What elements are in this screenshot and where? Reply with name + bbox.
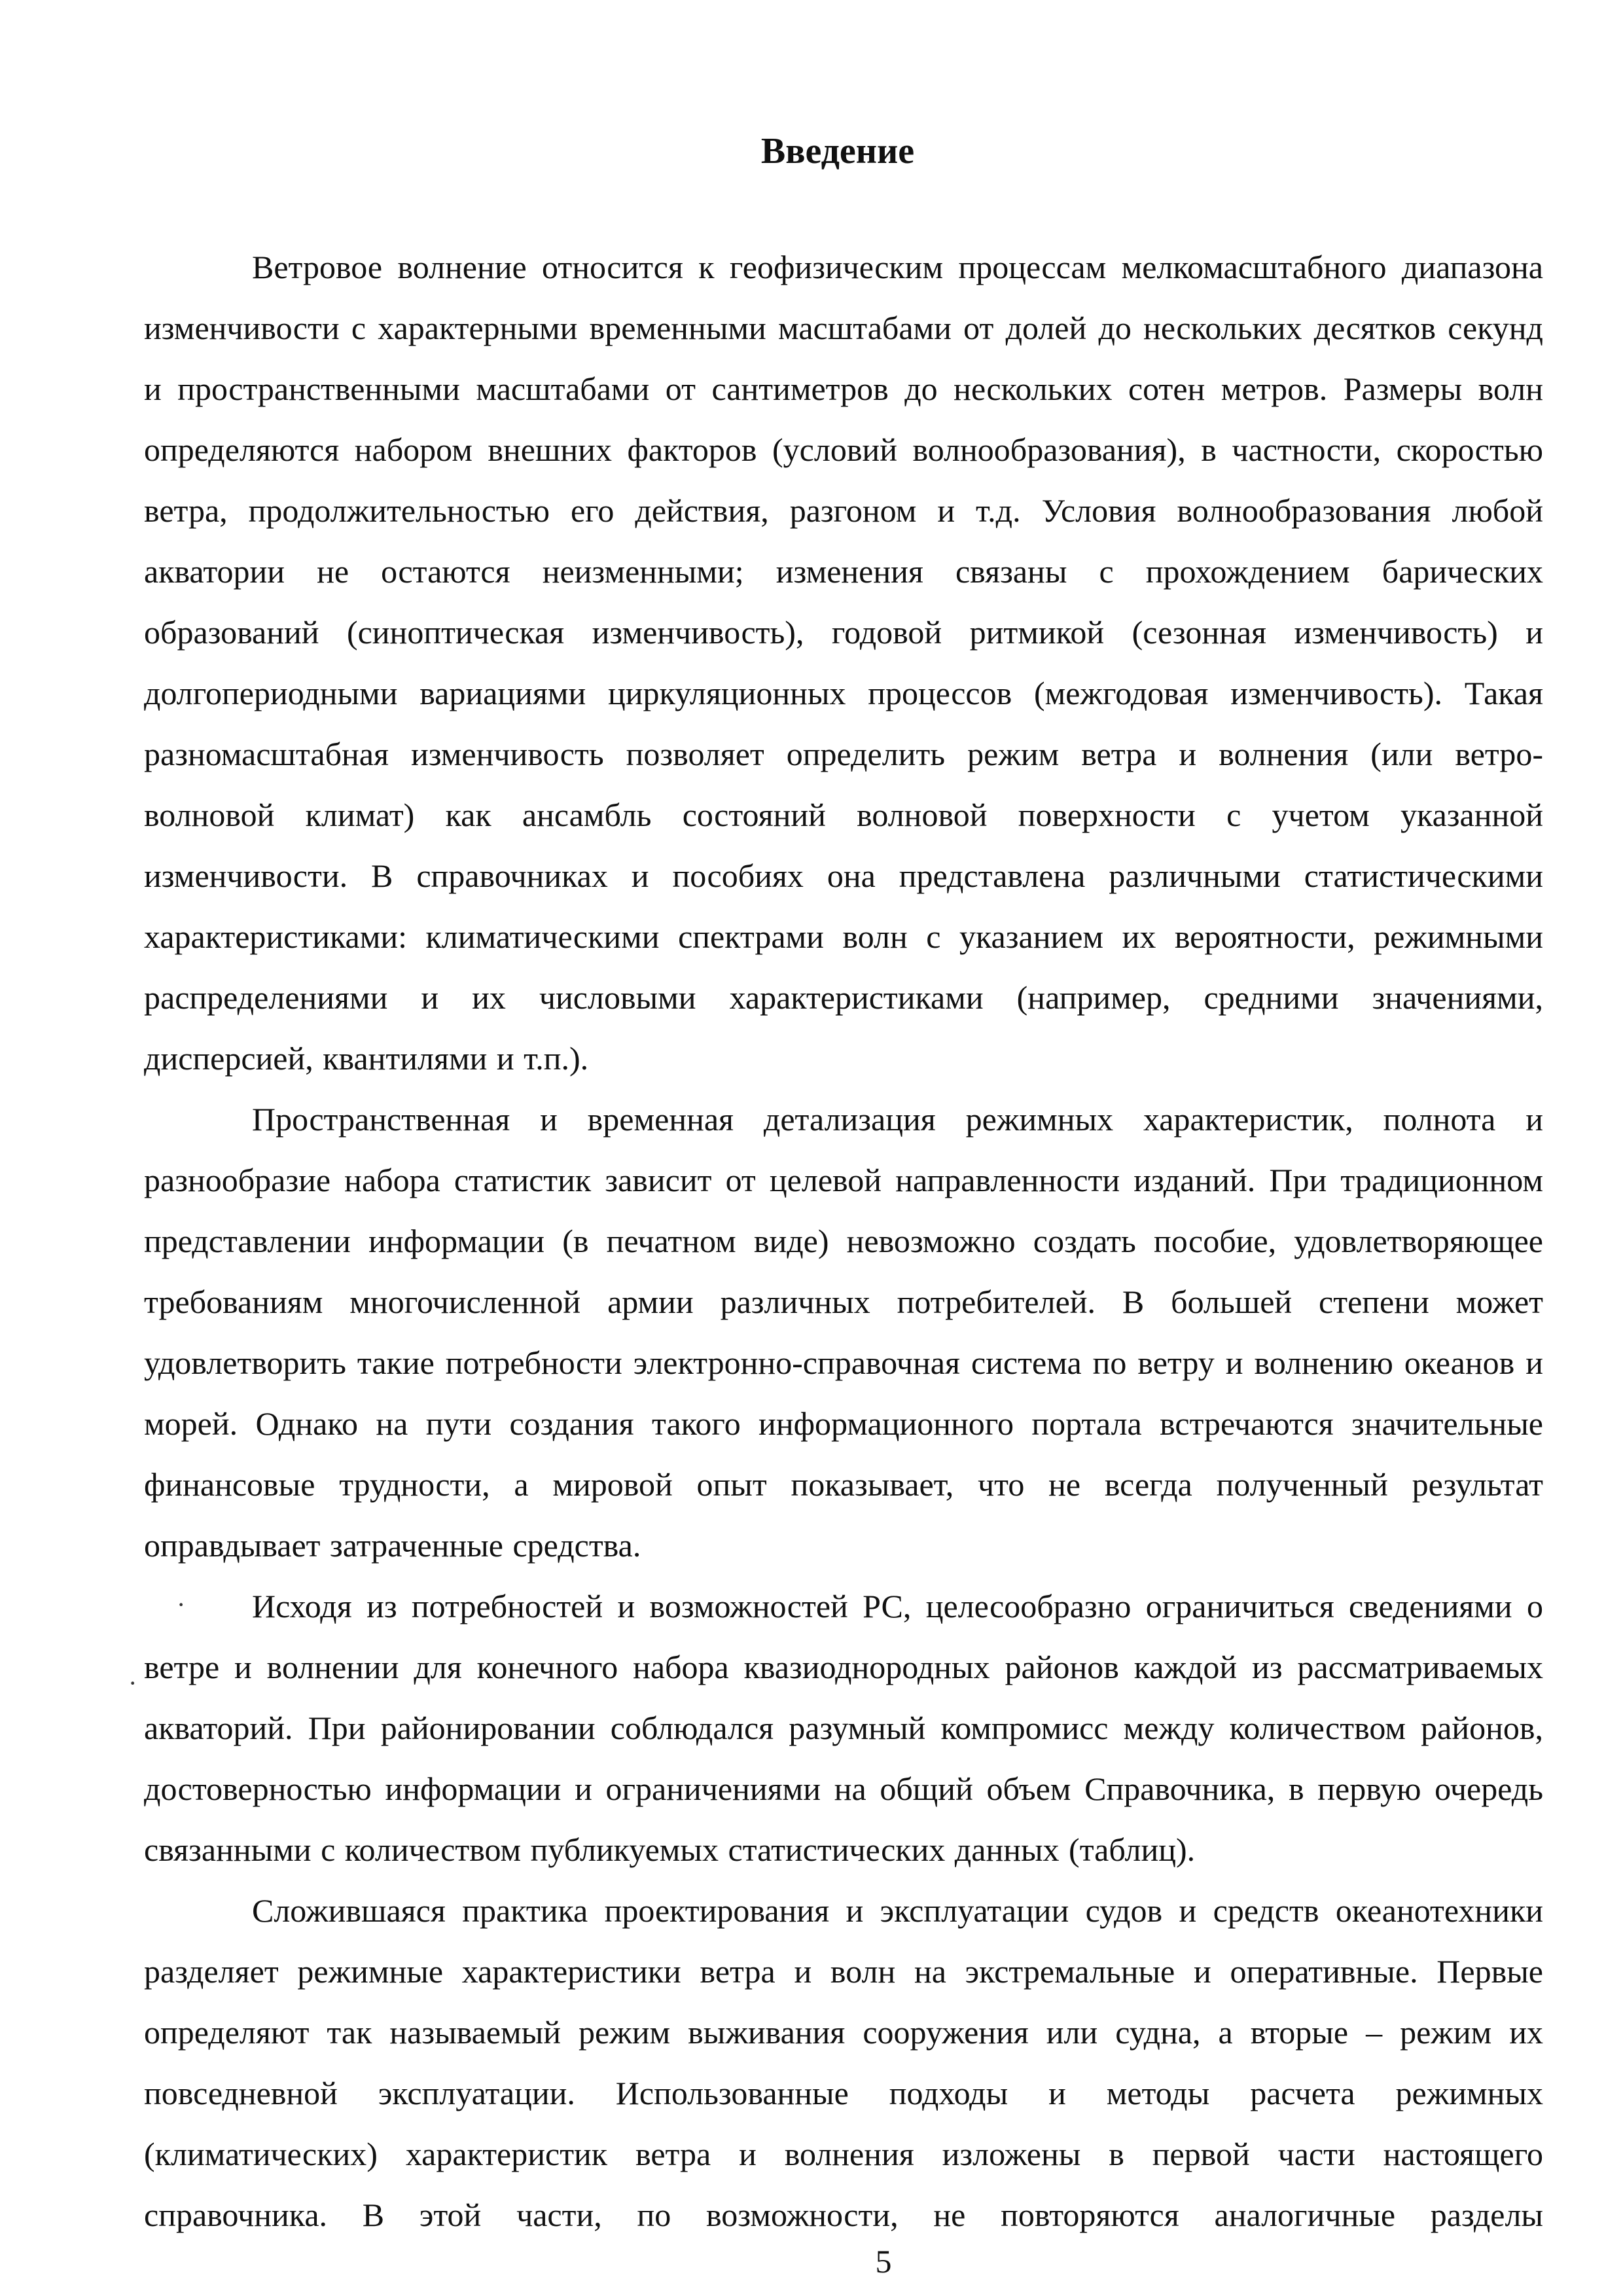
page-title: Введение [760,131,915,171]
page-number: 5 [875,2243,892,2280]
body-text [144,237,1543,2246]
paragraph-regionalization: Исходя из потребностей и возможностей РС, целесообразно ограничиться сведениями о ветре и волнении для конечного набора квазиоднородных районов каждой из рассматриваемых акваторий. При районировании соблюдался разумный компромисс между количеством районов, достоверностью информации и ограничениями на общий объем Справочника, в первую очередь связанными с количеством публикуемых статистических данных (таблиц). [144,1588,1543,1868]
paragraph-wind-waves-intro: Ветровое волнение относится к геофизическим процессам мелкомасштабного диапазона изменчивости с характерными временными масштабами от долей до нескольких десятков секунд и пространственными масштабами от сантиметров до нескольких сотен метров. Размеры волн определяются набором внешних факторов (условий волнообразования), в частности, скоростью ветра, продолжительностью его действия, разгоном и т.д. Условия волнообразования любой акватории не остаются неизменными; изменения связаны с прохождением барических образований (синоптическая изменчивость), годовой ритмикой (сезонная изменчивость) и долгопериодными вариациями циркуляционных процессов (межгодовая изменчивость). Такая разномасштабная изменчивость позволяет определить режим ветра и волнения (или ветро-волновой климат) как ансамбль состояний волновой поверхности с учетом указанной изменчивости. В справочниках и пособиях она представлена различными статистическими характеристиками: климатическими спектрами волн с указанием их вероятности, режимными распределениями и их числовыми характеристиками (например, средними значениями, дисперсией, квантилями и т.п.). [144,249,1543,1077]
scan-speck: · [177,1590,186,1619]
paragraph-design-practice: Сложившаяся практика проектирования и эксплуатации судов и средств океанотехники разделяет режимные характеристики ветра и волн на экстремальные и оперативные. Первые определяют так называемый режим выживания сооружения или судна, а вторые – режим их повседневной эксплуатации. Использованные подходы и методы расчета режимных (климатических) характеристик ветра и волнения изложены в первой части настоящего справочника. В этой части, по возможности, не повторяются аналогичные разделы [144,1892,1543,2233]
paragraph-detailing: Пространственная и временная детализация режимных характеристик, полнота и разнообразие набора статистик зависит от целевой направленности изданий. При традиционном представлении информации (в печатном виде) невозможно создать пособие, удовлетворяющее требованиям многочисленной армии различных потребителей. В большей степени может удовлетворить такие потребности электронно-справочная система по ветру и волнению океанов и морей. Однако на пути создания такого информационного портала встречаются значительные финансовые трудности, а мировой опыт показывает, что не всегда полученный результат оправдывает затраченные средства. [144,1101,1543,1564]
scan-speck: · [128,1668,137,1698]
